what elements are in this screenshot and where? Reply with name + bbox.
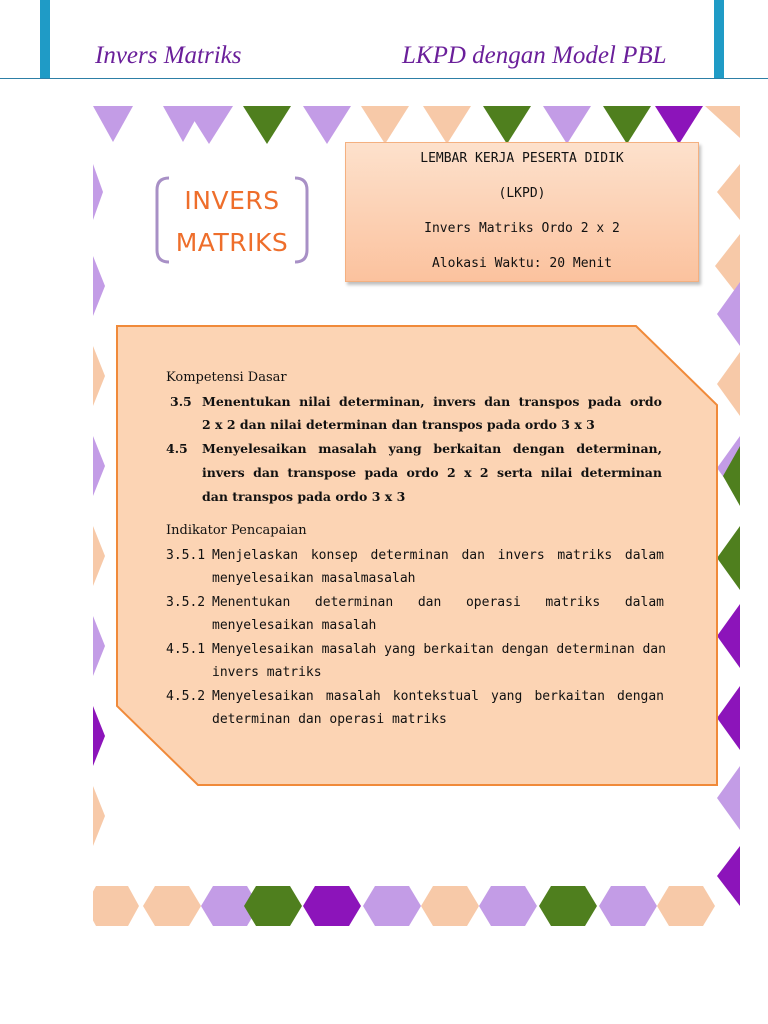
diamond-decoration <box>717 766 740 830</box>
diamond-decoration <box>93 786 105 846</box>
hexagon-decoration <box>143 886 201 926</box>
triangle-decoration <box>655 106 703 144</box>
indikator-heading: Indikator Pencapaian <box>166 523 307 538</box>
hexagon-decoration <box>599 886 657 926</box>
hexagon-decoration <box>244 886 302 926</box>
kompetensi-text-line: Menyelesaikan masalah yang berkaitan dengan determinan, <box>202 441 662 456</box>
indikator-text-line: Menyelesaikan masalah kontekstual yang berkaitan dengan <box>212 689 664 704</box>
hexagon-decoration <box>93 886 139 926</box>
diamond-decoration <box>93 256 105 316</box>
diamond-decoration <box>93 616 105 676</box>
indikator-text-line: determinan dan operasi matriks <box>212 712 447 727</box>
kompetensi-text-line: Menentukan nilai determinan, invers dan transpos pada ordo <box>202 394 662 409</box>
diamond-decoration <box>717 164 740 220</box>
invers-matriks-logo <box>155 176 309 264</box>
diamond-decoration <box>717 282 740 346</box>
hexagon-decoration <box>479 886 537 926</box>
hexagon-decoration <box>539 886 597 926</box>
title-line-lkpd: (LKPD) <box>498 186 546 201</box>
header-bar-right <box>714 0 724 78</box>
hexagon-decoration <box>421 886 479 926</box>
triangle-decoration <box>303 106 351 144</box>
indikator-text-line: invers matriks <box>212 665 322 680</box>
indikator-number: 4.5.1 <box>166 642 206 657</box>
diamond-decoration <box>93 164 103 220</box>
hexagon-decoration <box>657 886 715 926</box>
triangle-decoration <box>93 106 133 142</box>
triangle-decoration <box>483 106 531 144</box>
kompetensi-text-line: invers dan transpose pada ordo 2 x 2 serta nilai determinan <box>202 465 662 480</box>
kompetensi-text-line: 2 x 2 dan nilai determinan dan transpos pada ordo 3 x 3 <box>202 417 595 432</box>
header-bar-left <box>40 0 50 78</box>
diamond-decoration <box>717 526 740 590</box>
diamond-decoration <box>93 526 105 586</box>
triangle-decoration <box>243 106 291 144</box>
diamond-decoration <box>93 706 105 766</box>
indikator-number: 3.5.2 <box>166 595 206 610</box>
diamond-decoration <box>717 846 740 906</box>
diamond-decoration <box>93 436 105 496</box>
kompetensi-heading: Kompetensi Dasar <box>166 370 287 385</box>
kompetensi-number: 3.5 <box>170 394 192 409</box>
header-right-title: LKPD dengan Model PBL <box>402 42 667 69</box>
diamond-decoration <box>717 686 740 750</box>
logo-line-1: INVERS <box>184 186 280 215</box>
triangle-decoration <box>705 106 740 138</box>
indikator-number: 3.5.1 <box>166 548 206 563</box>
title-line-duration: Alokasi Waktu: 20 Menit <box>431 256 612 271</box>
diamond-decoration <box>93 346 105 406</box>
triangle-decoration <box>543 106 591 144</box>
worksheet-cover <box>93 106 740 926</box>
header-left-title: Invers Matriks <box>95 42 242 69</box>
triangle-decoration <box>423 106 471 144</box>
title-box <box>345 142 699 282</box>
indikator-text-line: Menjelaskan konsep determinan dan invers matriks dalam <box>212 548 664 563</box>
title-line-lkpd-full: LEMBAR KERJA PESERTA DIDIK <box>420 151 624 166</box>
indikator-number: 4.5.2 <box>166 689 206 704</box>
indikator-text-line: menyelesaikan masalmasalah <box>212 571 416 586</box>
indikator-text-line: Menentukan determinan dan operasi matriks dalam <box>212 595 664 610</box>
indikator-text-line: Menyelesaikan masalah yang berkaitan dengan determinan dan <box>212 642 666 657</box>
kompetensi-text-line: dan transpos pada ordo 3 x 3 <box>202 489 406 504</box>
indikator-text-line: menyelesaikan masalah <box>212 618 377 633</box>
header-divider <box>0 78 768 79</box>
diamond-decoration <box>717 604 740 668</box>
hexagon-decoration <box>363 886 421 926</box>
triangle-decoration <box>361 106 409 144</box>
diamond-decoration <box>717 352 740 416</box>
kompetensi-number: 4.5 <box>166 441 188 456</box>
hexagon-decoration <box>303 886 361 926</box>
title-line-topic: Invers Matriks Ordo 2 x 2 <box>424 221 620 236</box>
triangle-decoration <box>603 106 651 144</box>
logo-line-2: MATRIKS <box>175 228 289 257</box>
